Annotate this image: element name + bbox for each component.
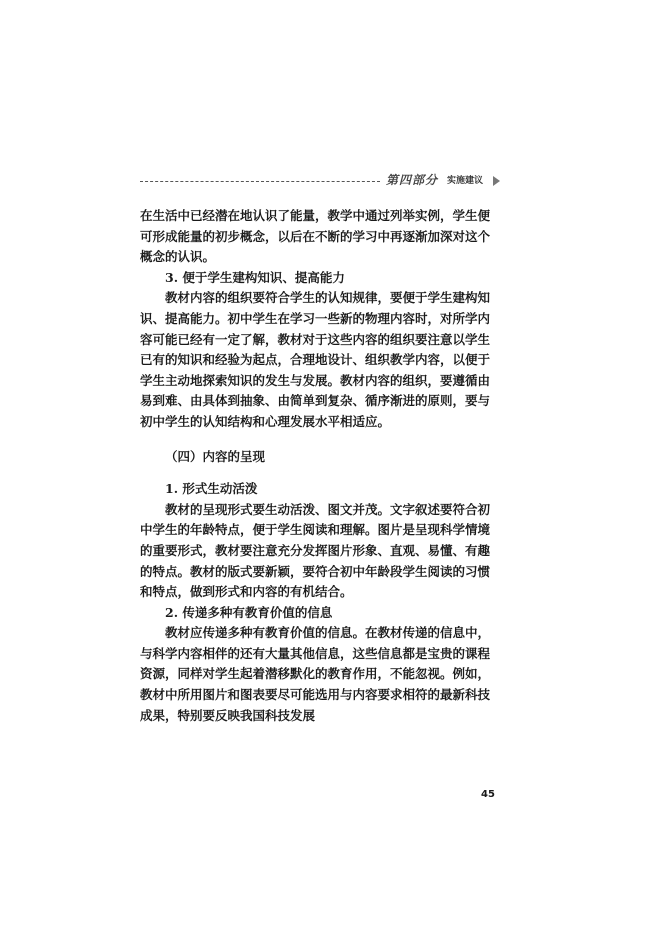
header-rule [140,181,380,182]
subheading-lively-form: 1. 形式生动活泼 [165,481,258,497]
paragraph-presentation-form: 教材的呈现形式要生动活泼、图文并茂。文字叙述要符合初中学生的年龄特点，便于学生阅读和理解。图片是呈现科学情境的重要形式，教材要注意充分发挥图片形象、直观、易懂、有趣的特点。教材的版式要新颖，要符合初中年龄段学生阅读的习惯和特点，做到形式和内容的有机结合。 [140,501,491,600]
section-heading-presentation: （四）内容的呈现 [165,448,266,464]
body-text [140,206,490,726]
page-number: 45 [481,789,495,800]
paragraph-organization: 教材内容的组织要符合学生的认知规律，要便于学生建构知识、提高能力。初中学生在学习一些新的物理内容时，对所学内容可能已经有一定了解，教材对于这些内容的组织要注意以学生已有的知识和经验为起点，合理地设计、组织教学内容，以便于学生主动地探索知识的发生与发展。教材内容的组织，要遵循由易到难、由具体到抽象、由简单到复杂、循序渐进的原则，要与初中学生的认知结构和心理发展水平相适应。 [140,290,491,429]
paragraph-continued: 在生活中已经潜在地认识了能量，教学中通过列举实例，学生便可形成能量的初步概念，以后在不断的学习中再逐渐加深对这个概念的认识。 [140,208,491,265]
subheading-build-knowledge: 3. 便于学生建构知识、提高能力 [165,269,345,285]
subheading-educational-info: 2. 传递多种有教育价值的信息 [165,604,333,620]
section-title: 实施建议 [447,176,484,186]
triangle-right-icon [493,176,500,186]
part-title: 第四部分 [386,173,439,187]
paragraph-educational-info: 教材应传递多种有教育价值的信息。在教材传递的信息中，与科学内容相伴的还有大量其他信息，这些信息都是宝贵的课程资源，同样对学生起着潜移默化的教育作用，不能忽视。例如，教材中所用图片和图表要尽可能选用与内容要求相符的最新科技成果，特别要反映我国科技发展 [140,625,491,723]
